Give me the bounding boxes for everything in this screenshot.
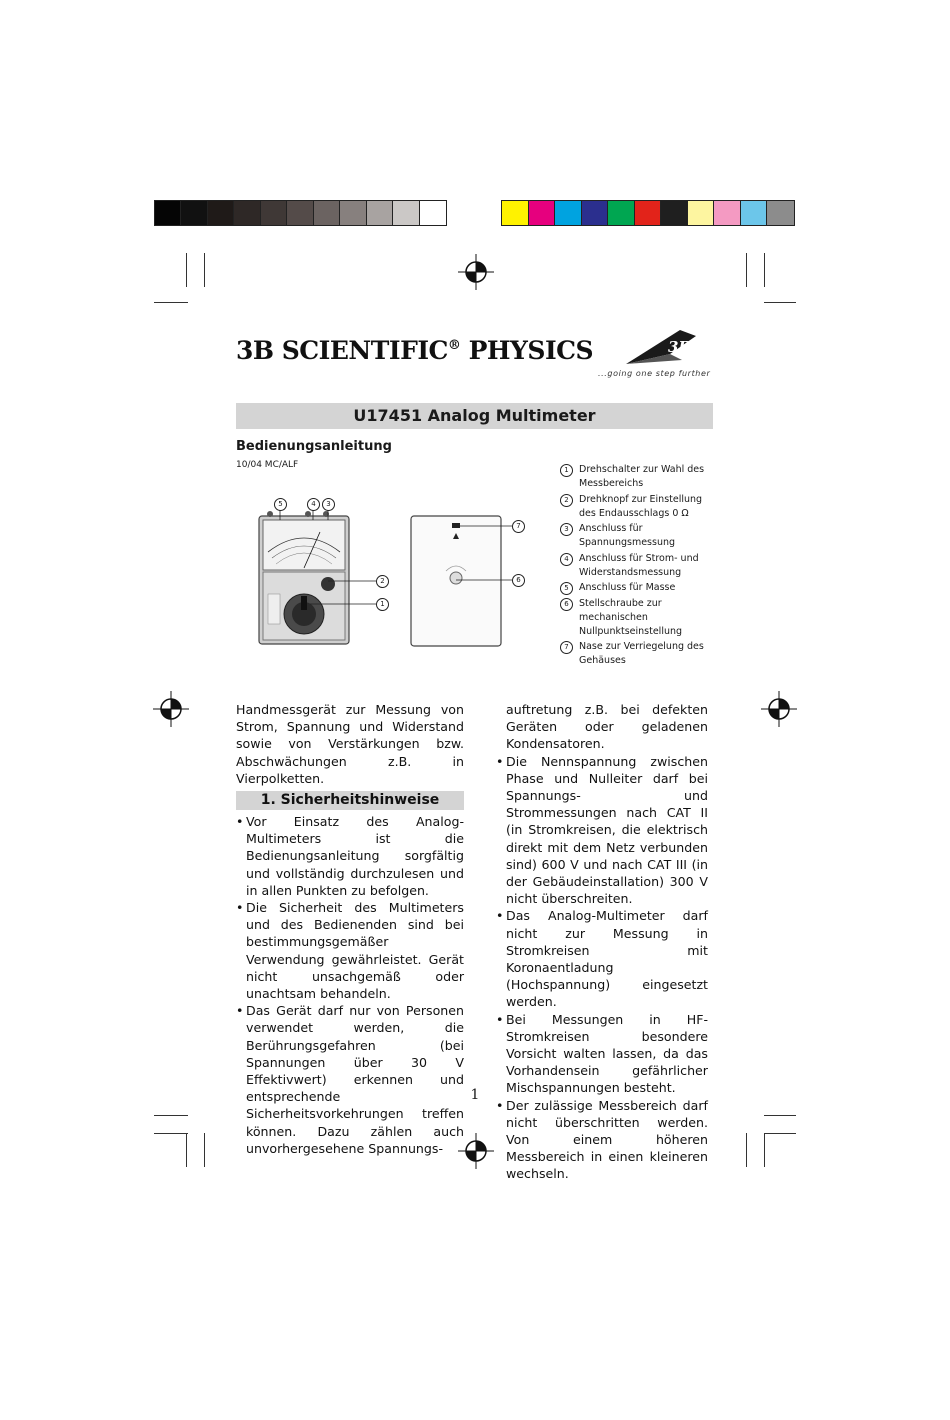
crop-mark [764, 1115, 796, 1116]
grayscale-color-bar [154, 200, 447, 226]
bullet-item: • Das Analog-Multimeter darf nicht zur Messung in Stromkreisen mit Koronaentladung (Hochspannung) eingesetzt werden. [496, 907, 708, 1010]
registration-mark-top [458, 254, 494, 290]
subtitle: Bedienungsanleitung [236, 439, 392, 454]
legend-number: 2 [560, 494, 573, 507]
callout-6: 6 [512, 574, 525, 587]
component-legend [560, 463, 720, 670]
crop-mark [154, 1115, 188, 1116]
document-code: 10/04 MC/ALF [236, 460, 299, 470]
color-swatch [181, 201, 207, 225]
legend-text: Drehknopf zur Einstellung des Endausschlags 0 Ω [579, 493, 703, 519]
crop-mark [204, 1133, 205, 1167]
legend-number: 4 [560, 553, 573, 566]
callout-2: 2 [376, 575, 389, 588]
color-swatch [340, 201, 366, 225]
legend-text: Nase zur Verriegelung des Gehäuses [579, 641, 704, 666]
legend-item [560, 581, 720, 595]
color-swatch [661, 201, 688, 225]
legend-number: 6 [560, 598, 573, 611]
legend-item [560, 552, 720, 580]
tagline: ...going one step further [598, 369, 711, 378]
process-color-bar [501, 200, 795, 226]
legend-number: 5 [560, 582, 573, 595]
intro-paragraph: Handmessgerät zur Messung von Strom, Spannung und Widerstand sowie von Verstärkungen bzw. Abschwächungen z.B. in Vierpolketten. [236, 702, 464, 786]
color-swatch [635, 201, 662, 225]
color-swatch [767, 201, 794, 225]
crop-mark [154, 1133, 188, 1134]
title-bar [236, 403, 713, 429]
callout-1: 1 [376, 598, 389, 611]
bullet-item: • Das Gerät darf nur von Personen verwendet werden, die Berührungsgefahren (bei Spannungen über 30 V Effektivwert) erkennen und entsprechende Sicherheitsvorkehrungen treffen können. Dazu zählen auch unvorhergesehene Spannungs- [236, 1002, 464, 1157]
legend-text: Anschluss für Masse [579, 582, 676, 593]
color-swatch [261, 201, 287, 225]
3b-logo-icon [622, 326, 702, 368]
crop-mark [764, 1133, 765, 1167]
callout-5: 5 [274, 498, 287, 511]
crop-mark [746, 1133, 747, 1167]
color-swatch [529, 201, 556, 225]
page-number: 1 [470, 1087, 480, 1103]
color-swatch [393, 201, 419, 225]
registration-mark-right [761, 691, 797, 727]
bullet-item: • Vor Einsatz des Analog-Multimeters ist die Bedienungsanleitung sorgfältig und vollständig durchzulesen und in allen Punkten zu befolgen. [236, 813, 464, 899]
svg-text:3B: 3B [668, 338, 692, 356]
color-swatch [741, 201, 768, 225]
color-swatch [155, 201, 181, 225]
bullet-item: • Bei Messungen in HF-Stromkreisen besondere Vorsicht walten lassen, da das Vorhandensein gefährlicher Mischspannungen besteht. [496, 1011, 708, 1097]
crop-mark [764, 1133, 796, 1134]
crop-mark [204, 253, 205, 287]
legend-number: 3 [560, 523, 573, 536]
callout-3: 3 [322, 498, 335, 511]
legend-number: 1 [560, 464, 573, 477]
callout-leaders [258, 496, 398, 614]
crop-mark [186, 1133, 187, 1167]
legend-item [560, 522, 720, 550]
crop-mark [186, 253, 187, 287]
callout-7: 7 [512, 520, 525, 533]
color-swatch [420, 201, 446, 225]
section-heading: 1. Sicherheitshinweise [236, 791, 464, 810]
callout-leaders-back [450, 520, 520, 590]
bullet-item: • Der zulässige Messbereich darf nicht überschritten werden. Von einem höheren Messbereich in einen kleineren wechseln. [496, 1097, 708, 1183]
color-swatch [367, 201, 393, 225]
color-swatch [314, 201, 340, 225]
legend-item [560, 493, 720, 521]
bullet-item: • Die Nennspannung zwischen Phase und Nulleiter darf bei Spannungs- und Strommessungen nach CAT II (in Stromkreisen, die elektrisch direkt mit dem Netz verbunden sind) 600 V und nach CAT III (in der Gebäudeinstallation) 300 V nicht überschreiten. [496, 753, 708, 908]
bullet-item: • Die Sicherheit des Multimeters und des Bedienenden sind bei bestimmungsgemäßer Verwendung gewährleistet. Gerät nicht unsachgemäß oder unachtsam behandeln. [236, 899, 464, 1002]
legend-text: Anschluss für Strom- und Widerstandsmessung [579, 552, 699, 578]
legend-item [560, 463, 720, 491]
continuation-paragraph: auftretung z.B. bei defekten Geräten oder geladenen Kondensatoren. [506, 702, 708, 752]
crop-mark [154, 302, 188, 303]
crop-mark [746, 253, 747, 287]
crop-mark [764, 253, 765, 287]
color-swatch [234, 201, 260, 225]
color-swatch [714, 201, 741, 225]
brand-title: 3B SCIENTIFIC® PHYSICS [236, 336, 594, 365]
crop-mark [764, 302, 796, 303]
color-swatch [582, 201, 609, 225]
color-swatch [608, 201, 635, 225]
right-column [496, 701, 708, 1183]
color-swatch [688, 201, 715, 225]
legend-text: Anschluss für Spannungsmessung [579, 523, 676, 548]
page-title: U17451 Analog Multimeter [353, 406, 596, 425]
legend-text: Stellschraube zur mechanischen Nullpunktseinstellung [579, 597, 683, 637]
color-swatch [287, 201, 313, 225]
legend-number: 7 [560, 641, 573, 654]
color-swatch [502, 201, 529, 225]
color-swatch [555, 201, 582, 225]
color-swatch [208, 201, 234, 225]
callout-4: 4 [307, 498, 320, 511]
legend-item [560, 597, 720, 639]
registration-mark-left [153, 691, 189, 727]
legend-item [560, 640, 720, 668]
legend-text: Drehschalter zur Wahl des Messbereichs [579, 464, 705, 489]
